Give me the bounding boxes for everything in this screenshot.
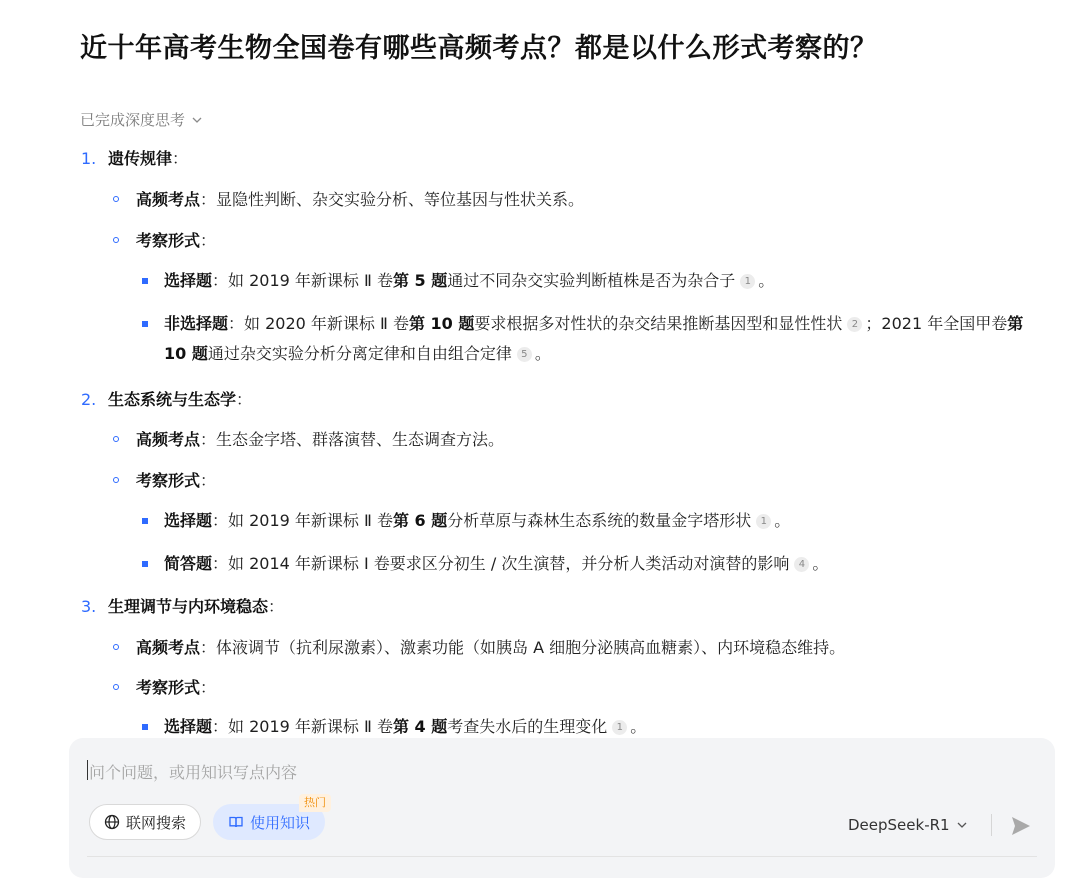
section-number: 3.: [81, 597, 97, 616]
bullet-icon: [113, 644, 119, 650]
citation-badge[interactable]: 5: [517, 347, 532, 362]
section-heading: 生态系统与生态学: [108, 390, 237, 409]
divider: [991, 814, 992, 836]
citation-badge[interactable]: 1: [756, 514, 771, 529]
section-heading: 遗传规律: [108, 149, 173, 168]
section-number: 2.: [81, 390, 97, 409]
model-selector[interactable]: [848, 816, 968, 834]
bullet-icon: [113, 436, 119, 442]
bullet-icon: [142, 724, 148, 730]
model-label: DeepSeek-R1: [848, 816, 950, 834]
section-heading: 生理调节与内环境稳态: [108, 597, 269, 616]
chevron-down-icon: [191, 114, 203, 126]
book-icon: [228, 814, 244, 830]
hot-badge: 热门: [299, 794, 331, 812]
citation-badge[interactable]: 2: [847, 317, 862, 332]
bullet-icon: [142, 278, 148, 284]
web-search-label: 联网搜索: [126, 813, 187, 832]
use-knowledge-label: 使用知识: [250, 813, 311, 832]
citation-badge[interactable]: 1: [612, 720, 627, 735]
bullet-icon: [142, 518, 148, 524]
bullet-icon: [113, 477, 119, 483]
bullet-icon: [113, 196, 119, 202]
chevron-down-icon: [956, 819, 968, 831]
divider: [87, 856, 1037, 857]
globe-icon: [104, 814, 120, 830]
bullet-icon: [142, 321, 148, 327]
citation-badge[interactable]: 1: [740, 274, 755, 289]
chat-composer: [69, 738, 1055, 878]
section-number: 1.: [81, 149, 97, 168]
bullet-icon: [142, 561, 148, 567]
bullet-icon: [113, 684, 119, 690]
bullet-icon: [113, 237, 119, 243]
web-search-toggle[interactable]: [89, 804, 201, 840]
send-icon[interactable]: [1009, 814, 1033, 838]
citation-badge[interactable]: 4: [794, 557, 809, 572]
question-title: 近十年高考生物全国卷有哪些高频考点？都是以什么形式考察的？: [80, 33, 878, 64]
thinking-toggle[interactable]: [80, 109, 203, 130]
thinking-status: 已完成深度思考: [80, 111, 186, 129]
text-cursor: [87, 760, 88, 780]
question-input[interactable]: 问个问题，或用知识写点内容: [89, 763, 298, 782]
